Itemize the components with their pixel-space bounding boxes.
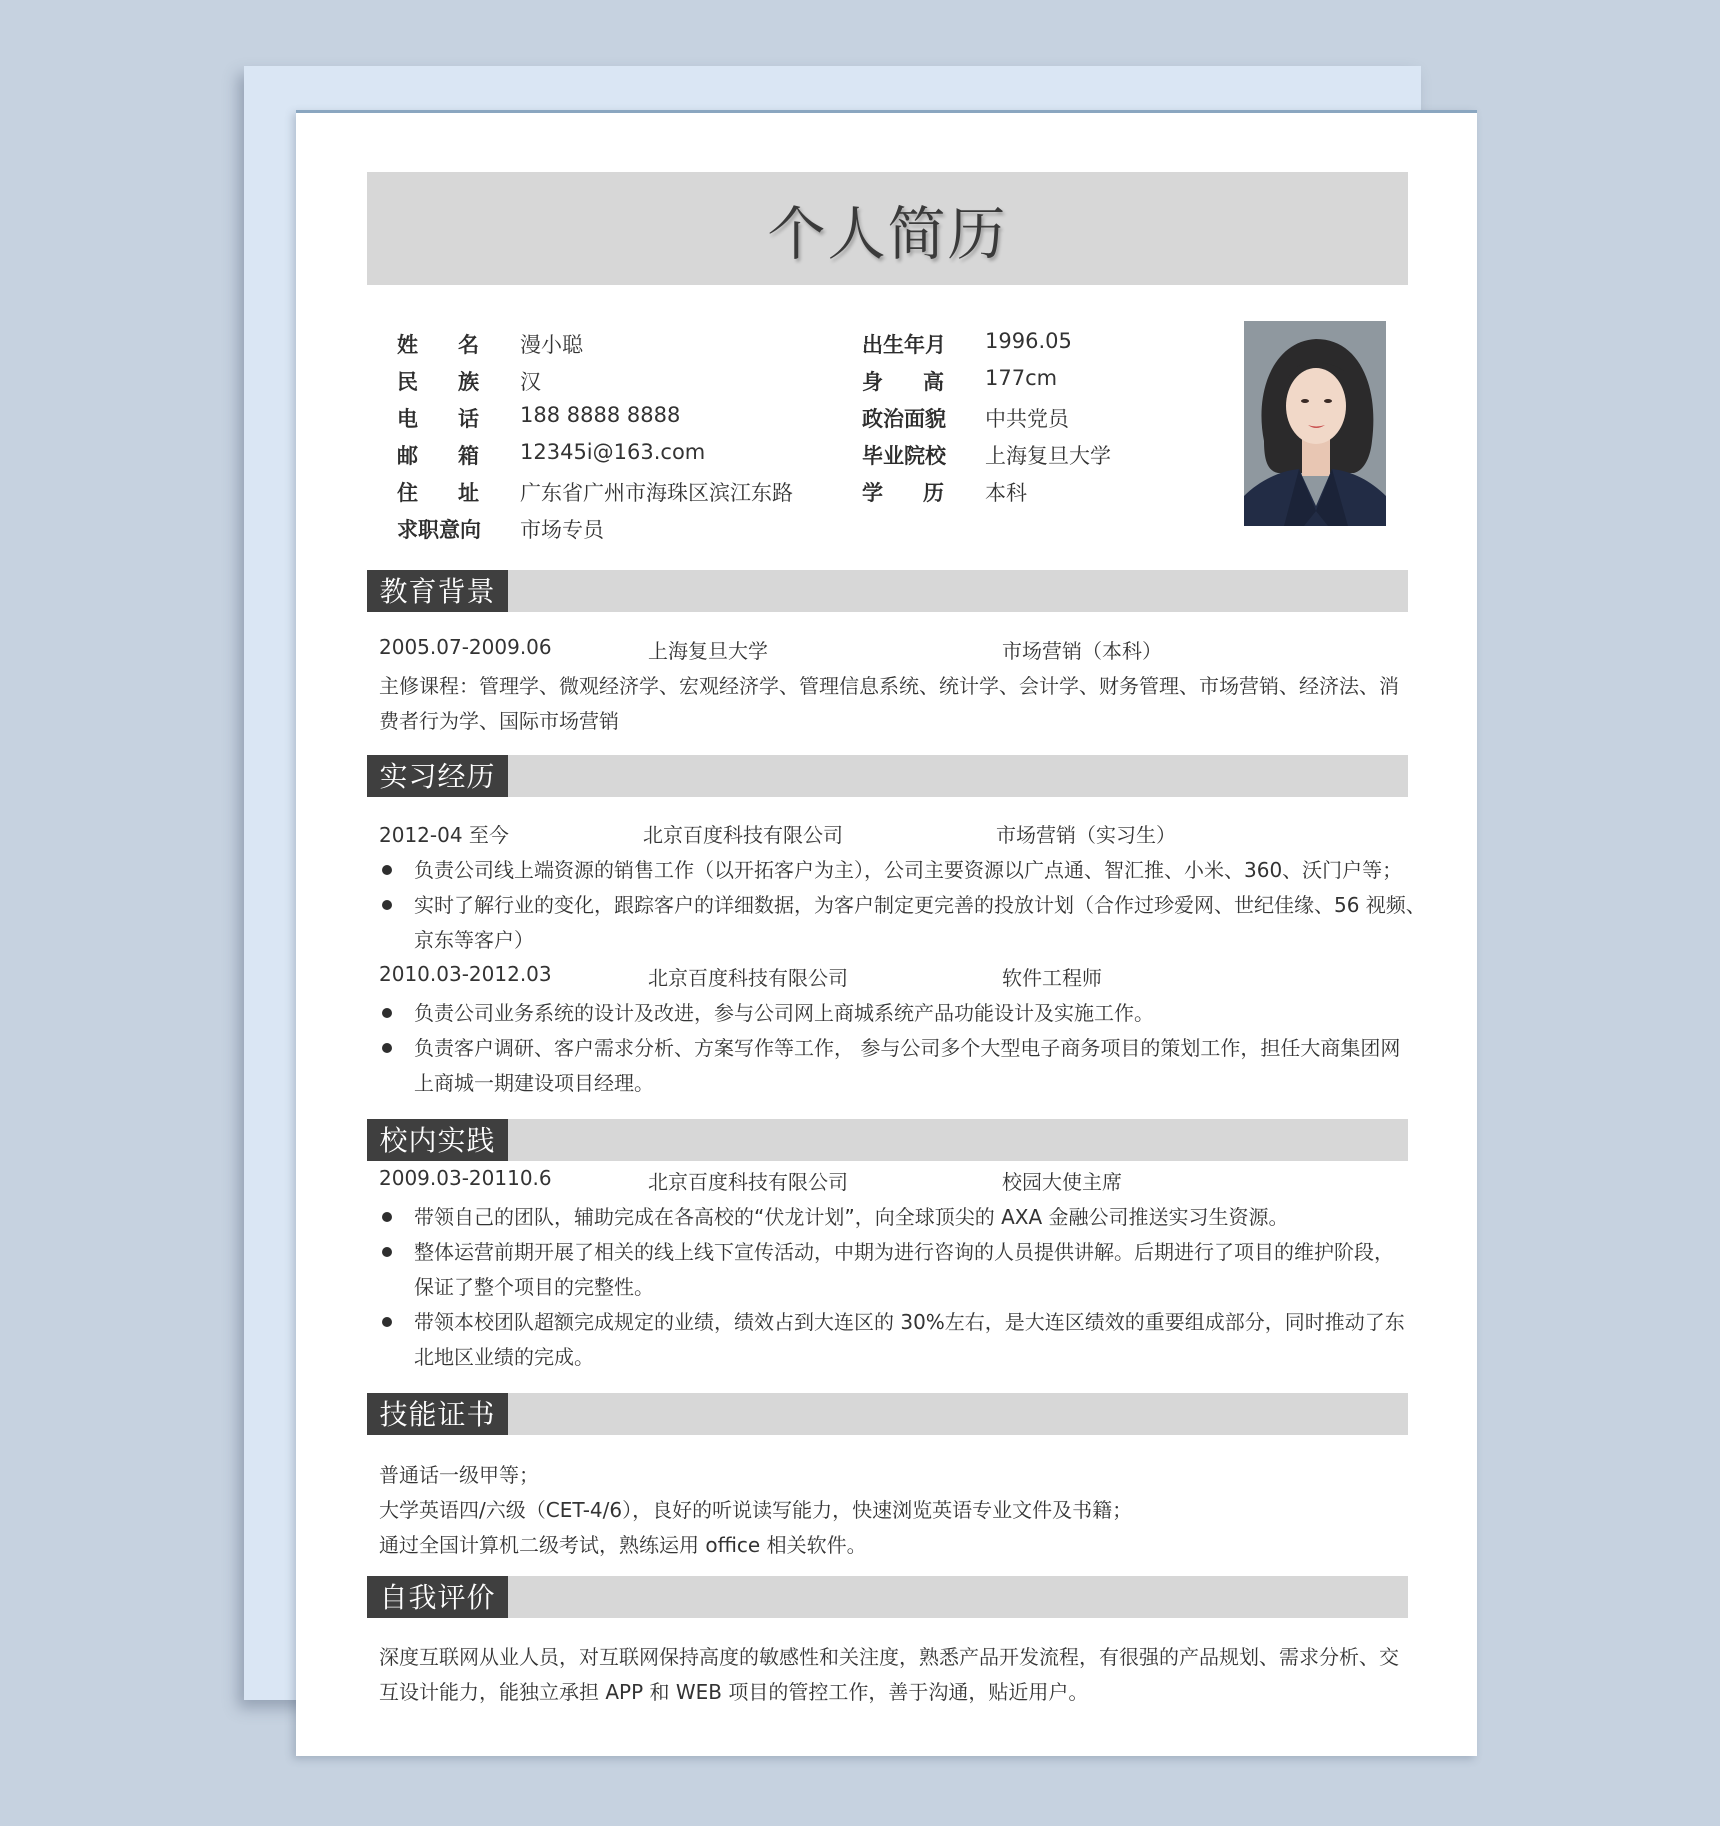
- info-row-degree: [862, 477, 1027, 507]
- entry-role: 市场营销（实习生）: [996, 823, 1176, 847]
- skill-line: 大学英语四/六级（CET-4/6），良好的听说读写能力，快速浏览英语专业文件及书籍；: [379, 1498, 1133, 1522]
- bullet-icon: [382, 1043, 392, 1053]
- section-title: 校内实践: [367, 1119, 508, 1161]
- info-value-objective: 市场专员: [520, 518, 604, 542]
- info-value-height: 177cm: [985, 366, 1058, 390]
- entry-period: 2009.03-20110.6: [379, 1166, 552, 1190]
- entry-line: 主修课程：管理学、微观经济学、宏观经济学、管理信息系统、统计学、会计学、财务管理、市场营销、经济法、消: [379, 674, 1399, 698]
- section-header-education: [367, 570, 1408, 612]
- bullet-icon: [382, 1247, 392, 1257]
- info-value-email: 12345i@163.com: [520, 440, 706, 464]
- self-eval-line: 深度互联网从业人员，对互联网保持高度的敏感性和关注度，熟悉产品开发流程，有很强的产品规划、需求分析、交: [379, 1645, 1399, 1669]
- info-value-degree: 本科: [985, 481, 1027, 505]
- info-label: 电 话: [397, 407, 479, 431]
- bullet-icon: [382, 1317, 392, 1327]
- section-header-campus: [367, 1119, 1408, 1161]
- info-value-school: 上海复旦大学: [985, 444, 1111, 468]
- bullet-text-cont: 京东等客户）: [414, 928, 534, 952]
- bullet-text: 负责公司业务系统的设计及改进，参与公司网上商城系统产品功能设计及实施工作。: [414, 1001, 1154, 1025]
- info-value-name: 漫小聪: [520, 333, 583, 357]
- info-label: 住 址: [397, 481, 479, 505]
- skill-line: 普通话一级甲等；: [379, 1463, 539, 1487]
- entry-role: 市场营销（本科）: [1002, 639, 1162, 663]
- bullet-icon: [382, 865, 392, 875]
- info-row-email: [397, 440, 705, 470]
- entry-org: 北京百度科技有限公司: [643, 823, 843, 847]
- info-row-height: [862, 366, 1057, 396]
- entry-period: 2012-04 至今: [379, 823, 509, 847]
- info-row-address: [397, 477, 793, 507]
- bullet-text: 带领自己的团队，辅助完成在各高校的“伏龙计划”，向全球顶尖的 AXA 金融公司推送实习生资源。: [414, 1205, 1289, 1229]
- bullet-text-cont: 北地区业绩的完成。: [414, 1345, 594, 1369]
- bullet-text: 实时了解行业的变化，跟踪客户的详细数据，为客户制定更完善的投放计划（合作过珍爱网、世纪佳缘、56 视频、: [414, 893, 1426, 917]
- info-row-phone: [397, 403, 680, 433]
- info-row-ethnicity: [397, 366, 541, 396]
- info-label: 出生年月: [862, 333, 946, 357]
- section-header-skills: [367, 1393, 1408, 1435]
- bullet-icon: [382, 900, 392, 910]
- info-row-birth: [862, 329, 1072, 359]
- info-label: 姓 名: [397, 333, 479, 357]
- resume-page: [296, 110, 1477, 1756]
- entry-role: 校园大使主席: [1002, 1170, 1122, 1194]
- self-eval-line: 互设计能力，能独立承担 APP 和 WEB 项目的管控工作，善于沟通，贴近用户。: [379, 1680, 1089, 1704]
- title-bar: [367, 172, 1408, 285]
- info-row-name: [397, 329, 583, 359]
- entry-period: 2005.07-2009.06: [379, 635, 552, 659]
- entry-org: 上海复旦大学: [648, 639, 768, 663]
- bullet-text: 带领本校团队超额完成规定的业绩，绩效占到大连区的 30%左右，是大连区绩效的重要组成部分，同时推动了东: [414, 1310, 1405, 1334]
- section-header-self-eval: [367, 1576, 1408, 1618]
- info-label: 学 历: [862, 481, 944, 505]
- section-title: 实习经历: [367, 755, 508, 797]
- bullet-text: 负责公司线上端资源的销售工作（以开拓客户为主），公司主要资源以广点通、智汇推、小米、360、沃门户等；: [414, 858, 1403, 882]
- entry-line: 费者行为学、国际市场营销: [379, 709, 619, 733]
- entry-org: 北京百度科技有限公司: [648, 1170, 848, 1194]
- bullet-text: 整体运营前期开展了相关的线上线下宣传活动，中期为进行咨询的人员提供讲解。后期进行了项目的维护阶段，: [414, 1240, 1394, 1264]
- bullet-icon: [382, 1212, 392, 1222]
- section-title: 自我评价: [367, 1576, 508, 1618]
- entry-org: 北京百度科技有限公司: [648, 966, 848, 990]
- info-label: 求职意向: [397, 518, 481, 542]
- bullet-text-cont: 保证了整个项目的完整性。: [414, 1275, 654, 1299]
- bullet-text: 负责客户调研、客户需求分析、方案写作等工作， 参与公司多个大型电子商务项目的策划工作，担任大商集团网: [414, 1036, 1401, 1060]
- info-value-birth: 1996.05: [985, 329, 1072, 353]
- info-value-ethnicity: 汉: [520, 370, 541, 394]
- info-value-address: 广东省广州市海珠区滨江东路: [520, 481, 793, 505]
- entry-role: 软件工程师: [1002, 966, 1102, 990]
- info-value-political: 中共党员: [985, 407, 1069, 431]
- info-label: 邮 箱: [397, 444, 479, 468]
- skill-line: 通过全国计算机二级考试，熟练运用 office 相关软件。: [379, 1533, 867, 1557]
- info-row-school: [862, 440, 1111, 470]
- info-label: 政治面貌: [862, 407, 946, 431]
- section-title: 教育背景: [367, 570, 508, 612]
- info-label: 民 族: [397, 370, 479, 394]
- bullet-text-cont: 上商城一期建设项目经理。: [414, 1071, 654, 1095]
- profile-photo: [1244, 321, 1386, 526]
- info-row-objective: [397, 514, 604, 544]
- info-label: 毕业院校: [862, 444, 946, 468]
- info-row-political: [862, 403, 1069, 433]
- section-title: 技能证书: [367, 1393, 508, 1435]
- info-label: 身 高: [862, 370, 944, 394]
- section-header-internship: [367, 755, 1408, 797]
- page-title: 个人简历: [767, 199, 1008, 268]
- info-value-phone: 188 8888 8888: [520, 403, 681, 427]
- entry-period: 2010.03-2012.03: [379, 962, 552, 986]
- bullet-icon: [382, 1008, 392, 1018]
